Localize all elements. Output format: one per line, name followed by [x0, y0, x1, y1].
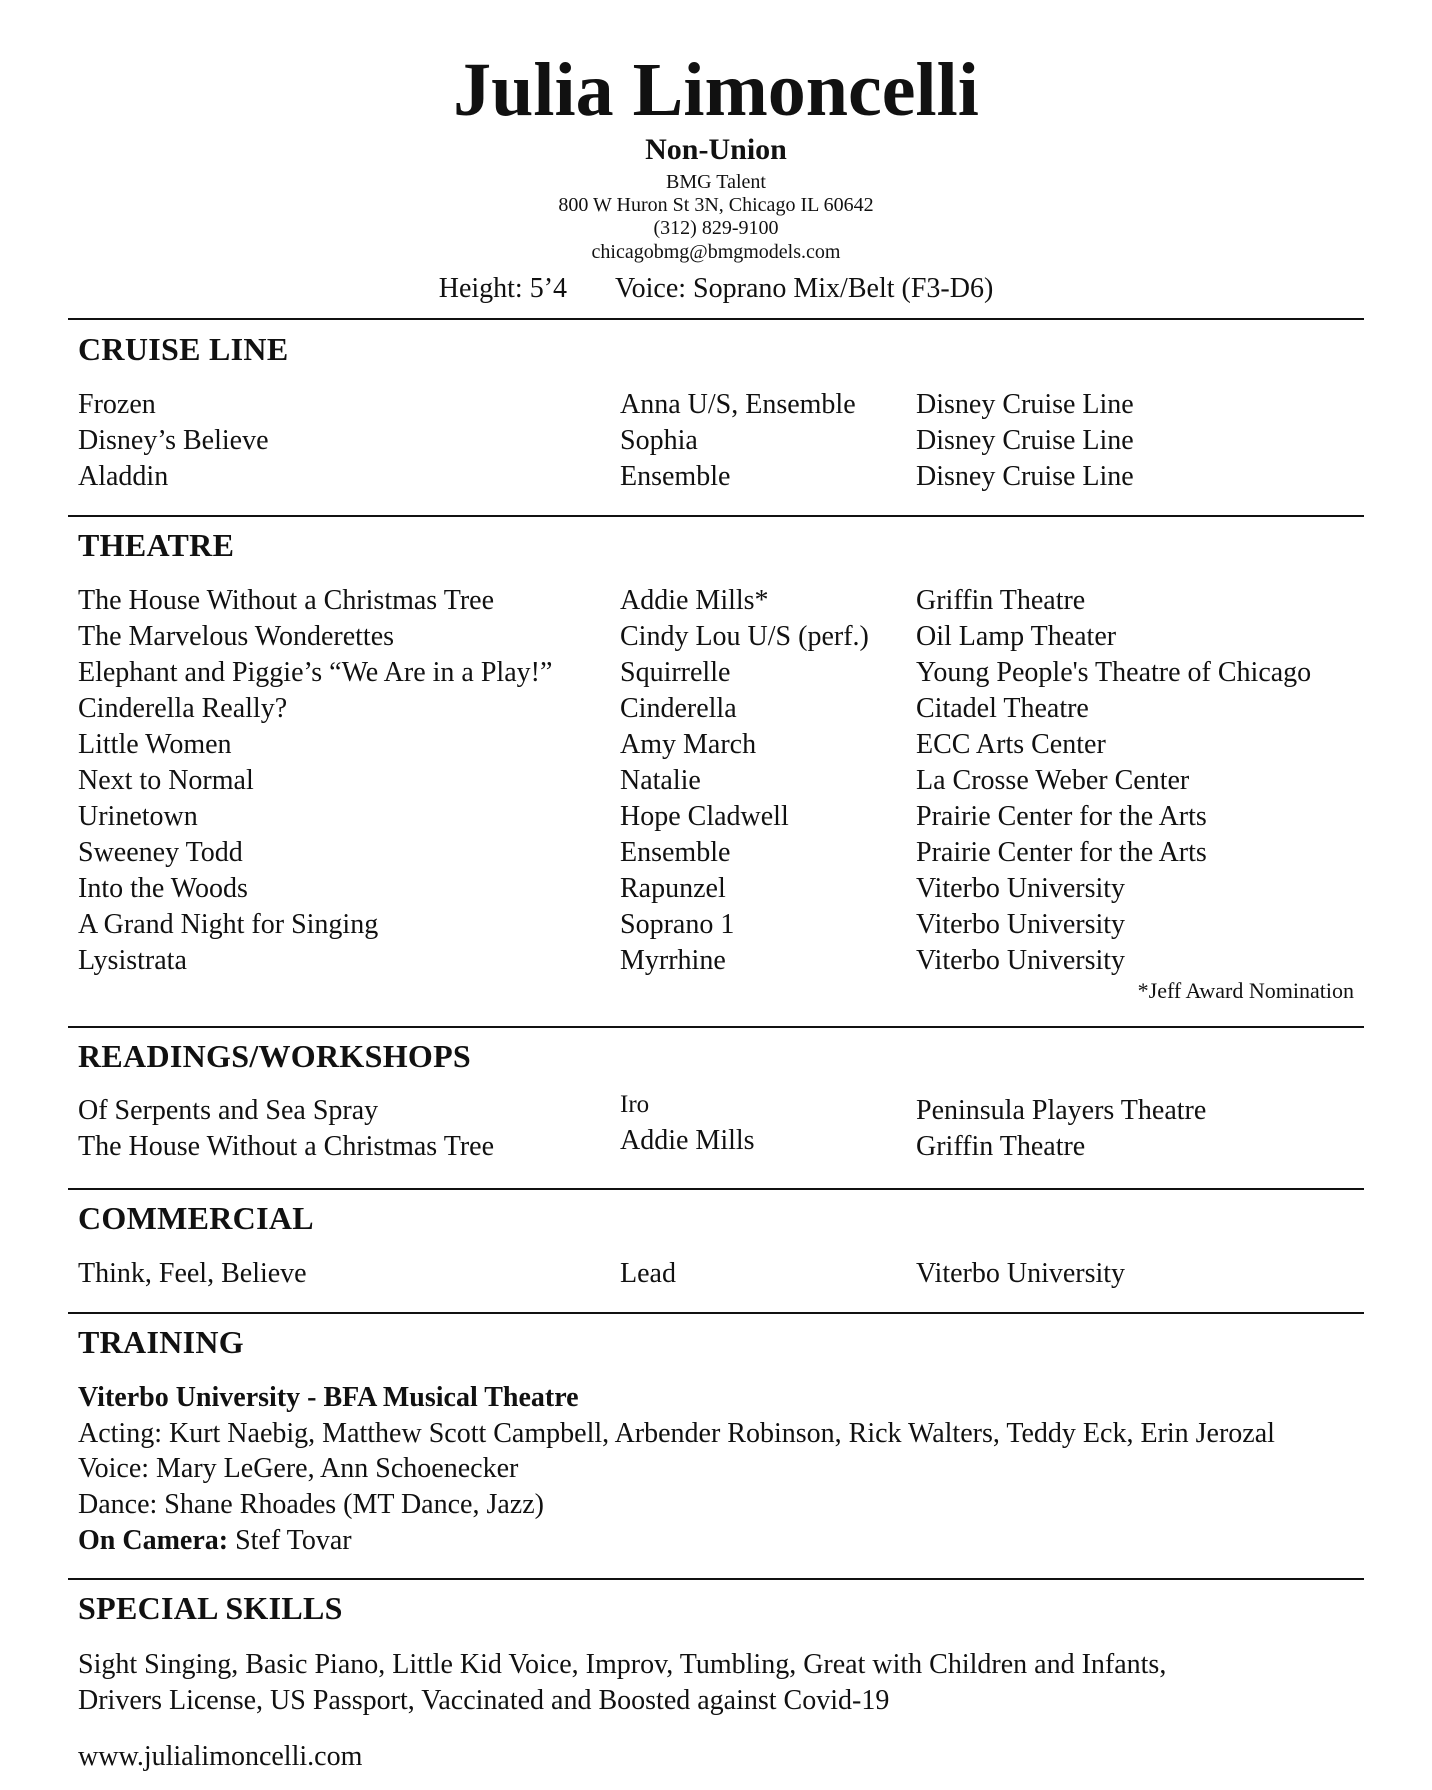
credit-role: Cinderella	[620, 693, 737, 724]
section-divider	[68, 1578, 1364, 1580]
website-url: www.julialimoncelli.com	[78, 1741, 363, 1772]
credit-show: Frozen	[78, 389, 156, 420]
credit-role: Amy March	[620, 729, 757, 760]
section-heading-training: TRAINING	[78, 1324, 244, 1360]
credit-role: Soprano 1	[620, 909, 735, 940]
on-camera-value: Stef Tovar	[228, 1525, 352, 1556]
skills-line-2: Drivers License, US Passport, Vaccinated and Boosted against Covid-19	[78, 1685, 890, 1716]
credit-company: Viterbo University	[916, 873, 1126, 904]
credit-company: Griffin Theatre	[916, 1131, 1086, 1162]
credit-role: Natalie	[620, 765, 701, 796]
credit-role: Squirrelle	[620, 657, 731, 688]
credit-show: The House Without a Christmas Tree	[78, 585, 494, 616]
section-divider	[68, 1312, 1364, 1314]
credit-company: Disney Cruise Line	[916, 389, 1134, 420]
credit-role: Iro	[620, 1091, 650, 1118]
credit-show: Little Women	[78, 729, 232, 760]
section-divider	[68, 318, 1364, 320]
award-footnote: *Jeff Award Nomination	[1137, 978, 1354, 1003]
credit-show: Urinetown	[78, 801, 198, 832]
credit-show: Think, Feel, Believe	[78, 1258, 307, 1289]
credit-company: Prairie Center for the Arts	[916, 837, 1207, 868]
credit-show: Elephant and Piggie’s “We Are in a Play!”	[78, 657, 553, 688]
section-divider	[68, 515, 1364, 517]
credit-show: Into the Woods	[78, 873, 248, 904]
skills-line-1: Sight Singing, Basic Piano, Little Kid Voice, Improv, Tumbling, Great with Children and Infants,	[78, 1649, 1167, 1680]
credit-company: Disney Cruise Line	[916, 461, 1134, 492]
training-on-camera	[78, 1524, 352, 1558]
union-status: Non-Union	[645, 133, 787, 166]
credit-company: Viterbo University	[916, 1258, 1126, 1289]
section-heading-commercial: COMMERCIAL	[78, 1200, 314, 1236]
training-dance: Dance: Shane Rhoades (MT Dance, Jazz)	[78, 1489, 544, 1520]
credit-company: Citadel Theatre	[916, 693, 1089, 724]
credit-show: A Grand Night for Singing	[78, 909, 379, 940]
credit-company: Peninsula Players Theatre	[916, 1095, 1207, 1126]
credit-show: The Marvelous Wonderettes	[78, 621, 395, 652]
credit-company: La Crosse Weber Center	[916, 765, 1190, 796]
section-divider	[68, 1188, 1364, 1190]
credit-show: Cinderella Really?	[78, 693, 288, 724]
agency-name: BMG Talent	[666, 171, 766, 193]
credit-role: Rapunzel	[620, 873, 726, 904]
credit-role: Myrrhine	[620, 945, 726, 976]
actor-name: Julia Limoncelli	[453, 48, 979, 132]
section-heading-cruise-line: CRUISE LINE	[78, 331, 289, 367]
actor-stats	[0, 272, 1432, 306]
credit-role: Ensemble	[620, 837, 731, 868]
credit-company: Oil Lamp Theater	[916, 621, 1117, 652]
credit-role: Addie Mills	[620, 1125, 755, 1156]
credit-show: Of Serpents and Sea Spray	[78, 1095, 379, 1126]
credit-role: Ensemble	[620, 461, 731, 492]
credit-role: Sophia	[620, 425, 698, 456]
credit-show: Lysistrata	[78, 945, 187, 976]
credit-show: Aladdin	[78, 461, 169, 492]
agency-email: chicagobmg@bmgmodels.com	[591, 241, 841, 263]
agency-phone: (312) 829-9100	[653, 217, 779, 239]
training-acting: Acting: Kurt Naebig, Matthew Scott Campbell, Arbender Robinson, Rick Walters, Teddy Eck, Erin Jerozal	[78, 1418, 1275, 1449]
voice-stat: Voice: Soprano Mix/Belt (F3-D6)	[615, 273, 994, 304]
credit-company: Griffin Theatre	[916, 585, 1086, 616]
section-heading-special-skills: SPECIAL SKILLS	[78, 1590, 343, 1626]
credit-role: Cindy Lou U/S (perf.)	[620, 621, 869, 652]
credit-company: Prairie Center for the Arts	[916, 801, 1207, 832]
credit-show: Next to Normal	[78, 765, 254, 796]
credit-role: Addie Mills*	[620, 585, 769, 616]
agency-address: 800 W Huron St 3N, Chicago IL 60642	[558, 194, 874, 216]
on-camera-label: On Camera:	[78, 1525, 229, 1556]
credit-show: Disney’s Believe	[78, 425, 269, 456]
credit-role: Hope Cladwell	[620, 801, 789, 832]
credit-company: Disney Cruise Line	[916, 425, 1134, 456]
training-voice: Voice: Mary LeGere, Ann Schoenecker	[78, 1453, 519, 1484]
credit-show: The House Without a Christmas Tree	[78, 1131, 494, 1162]
section-heading-theatre: THEATRE	[78, 527, 235, 563]
credit-show: Sweeney Todd	[78, 837, 243, 868]
credit-role: Lead	[620, 1258, 676, 1289]
credit-company: Viterbo University	[916, 909, 1126, 940]
training-school: Viterbo University - BFA Musical Theatre	[78, 1382, 579, 1413]
credit-company: Viterbo University	[916, 945, 1126, 976]
height-stat: Height: 5’4	[438, 273, 568, 304]
section-heading-readings: READINGS/WORKSHOPS	[78, 1038, 472, 1074]
credit-company: ECC Arts Center	[916, 729, 1106, 760]
credit-company: Young People's Theatre of Chicago	[916, 657, 1312, 688]
credit-role: Anna U/S, Ensemble	[620, 389, 856, 420]
section-divider	[68, 1026, 1364, 1028]
